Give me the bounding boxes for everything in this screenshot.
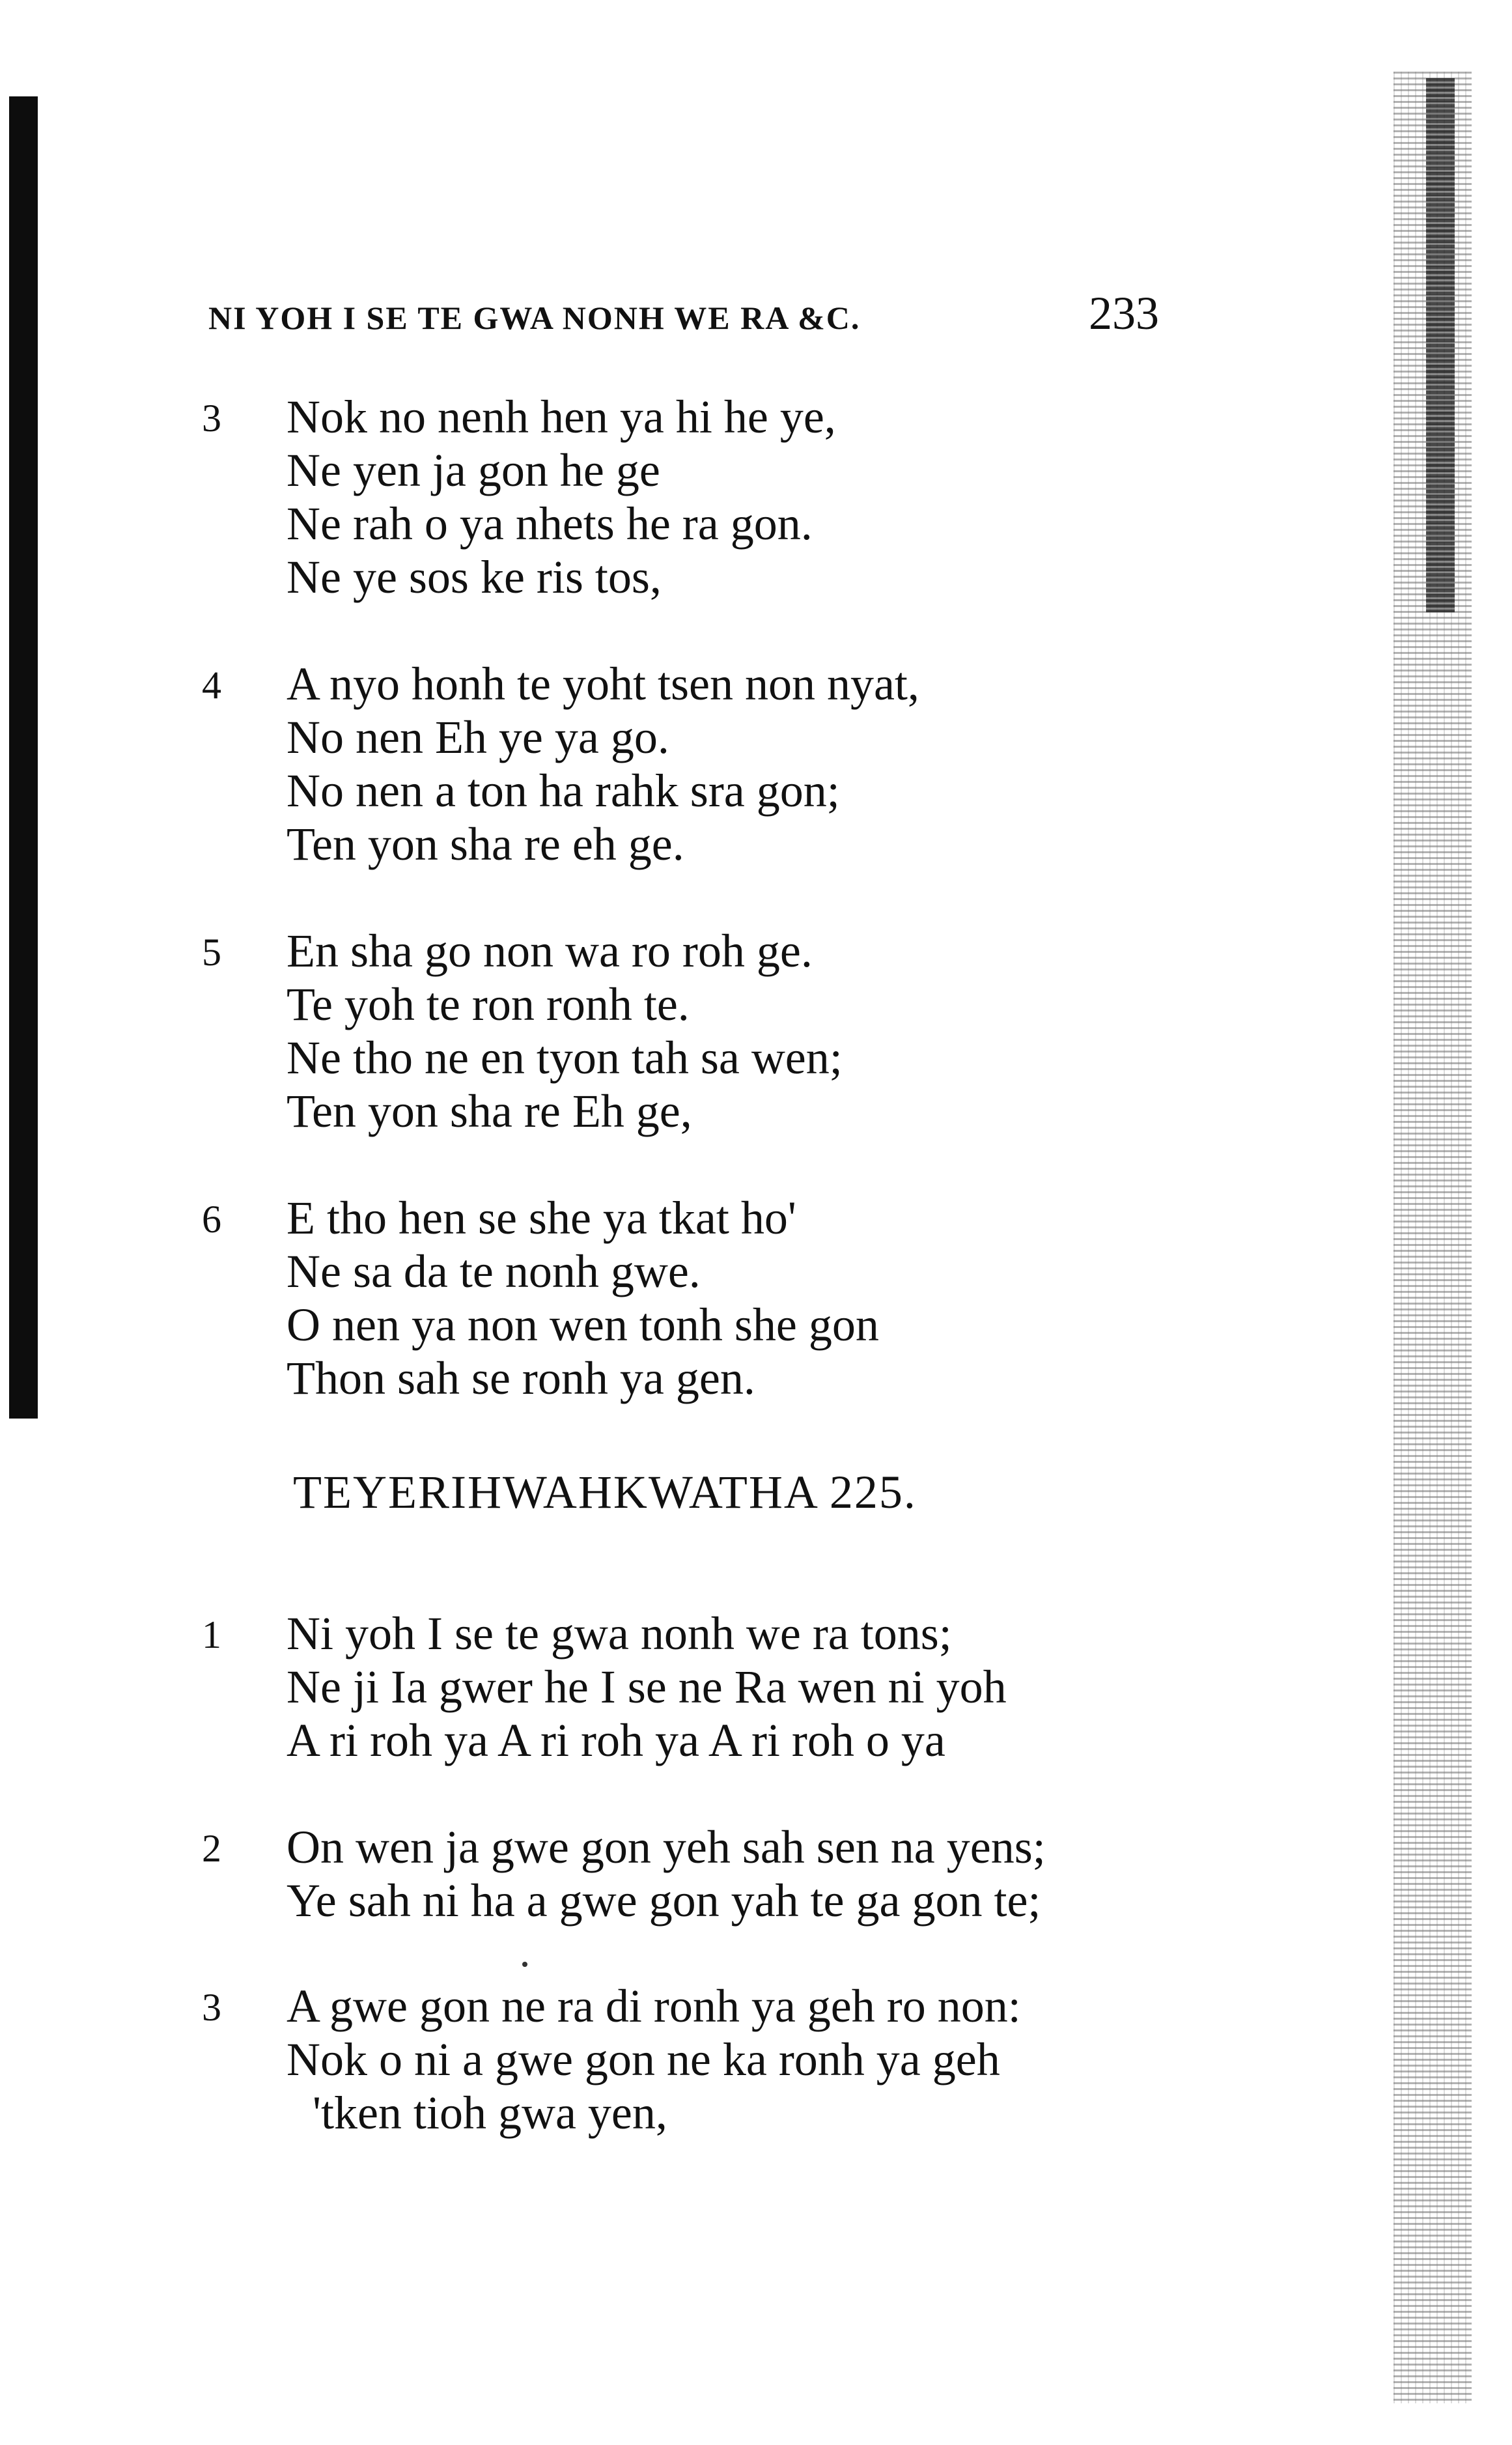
stanza-line: A gwe gon ne ra di ronh ya geh ro non: bbox=[287, 1980, 1021, 2032]
stanza-line: E tho hen se she ya tkat ho' bbox=[287, 1192, 796, 1244]
stanza-line: Ne ji Ia gwer he I se ne Ra wen ni yoh bbox=[287, 1661, 1007, 1713]
stanza-number: 4 bbox=[202, 664, 221, 707]
stanza-line: Ne tho ne en tyon tah sa wen; bbox=[287, 1032, 843, 1084]
stanza-line: 'tken tioh gwa yen, bbox=[313, 2087, 667, 2139]
stanza-line: A ri roh ya A ri roh ya A ri roh o ya bbox=[287, 1714, 945, 1766]
stanza-line: Ni yoh I se te gwa nonh we ra tons; bbox=[287, 1607, 952, 1660]
stanza-line: Ne ye sos ke ris tos, bbox=[287, 551, 662, 603]
stanza-line: O nen ya non wen tonh she gon bbox=[287, 1299, 879, 1351]
hymn-title: TEYERIHWAHKWATHA 225. bbox=[293, 1466, 917, 1518]
stanza-number: 3 bbox=[202, 1986, 221, 2029]
stanza-number: 3 bbox=[202, 397, 221, 440]
stanza-line: Ten yon sha re Eh ge, bbox=[287, 1085, 692, 1137]
stanza-line: Te yoh te ron ronh te. bbox=[287, 978, 690, 1030]
stanza-line: Ne rah o ya nhets he ra gon. bbox=[287, 498, 813, 550]
stanza-line: Nok o ni a gwe gon ne ka ronh ya geh bbox=[287, 2033, 1000, 2085]
page-header bbox=[208, 287, 1159, 345]
running-head: NI YOH I SE TE GWA NONH WE RA &C. bbox=[208, 300, 861, 336]
stanza-line: Thon sah se ronh ya gen. bbox=[287, 1352, 755, 1404]
stanza-line: No nen Eh ye ya go. bbox=[287, 711, 669, 763]
stanza-number: 2 bbox=[202, 1827, 221, 1870]
page-edge-dark bbox=[1426, 78, 1455, 612]
stanza-line: Ne sa da te nonh gwe. bbox=[287, 1245, 701, 1297]
stanza-number: 1 bbox=[202, 1613, 221, 1656]
stanza-line: No nen a ton ha rahk sra gon; bbox=[287, 765, 840, 817]
stanza-line: Ne yen ja gon he ge bbox=[287, 444, 660, 496]
page-number: 233 bbox=[1089, 287, 1159, 339]
stanza-line: En sha go non wa ro roh ge. bbox=[287, 925, 813, 977]
stanza-line: Nok no nenh hen ya hi he ye, bbox=[287, 391, 836, 443]
binding-shadow bbox=[9, 96, 38, 1419]
stanza-line: A nyo honh te yoht tsen non nyat, bbox=[287, 658, 919, 710]
stanza-number: 5 bbox=[202, 931, 221, 974]
ink-speck bbox=[522, 1962, 527, 1967]
stanza-number: 6 bbox=[202, 1198, 221, 1241]
stanza-line: On wen ja gwe gon yeh sah sen na yens; bbox=[287, 1821, 1046, 1873]
stanza-line: Ten yon sha re eh ge. bbox=[287, 818, 684, 870]
stanza-line: Ye sah ni ha a gwe gon yah te ga gon te; bbox=[287, 1874, 1041, 1927]
